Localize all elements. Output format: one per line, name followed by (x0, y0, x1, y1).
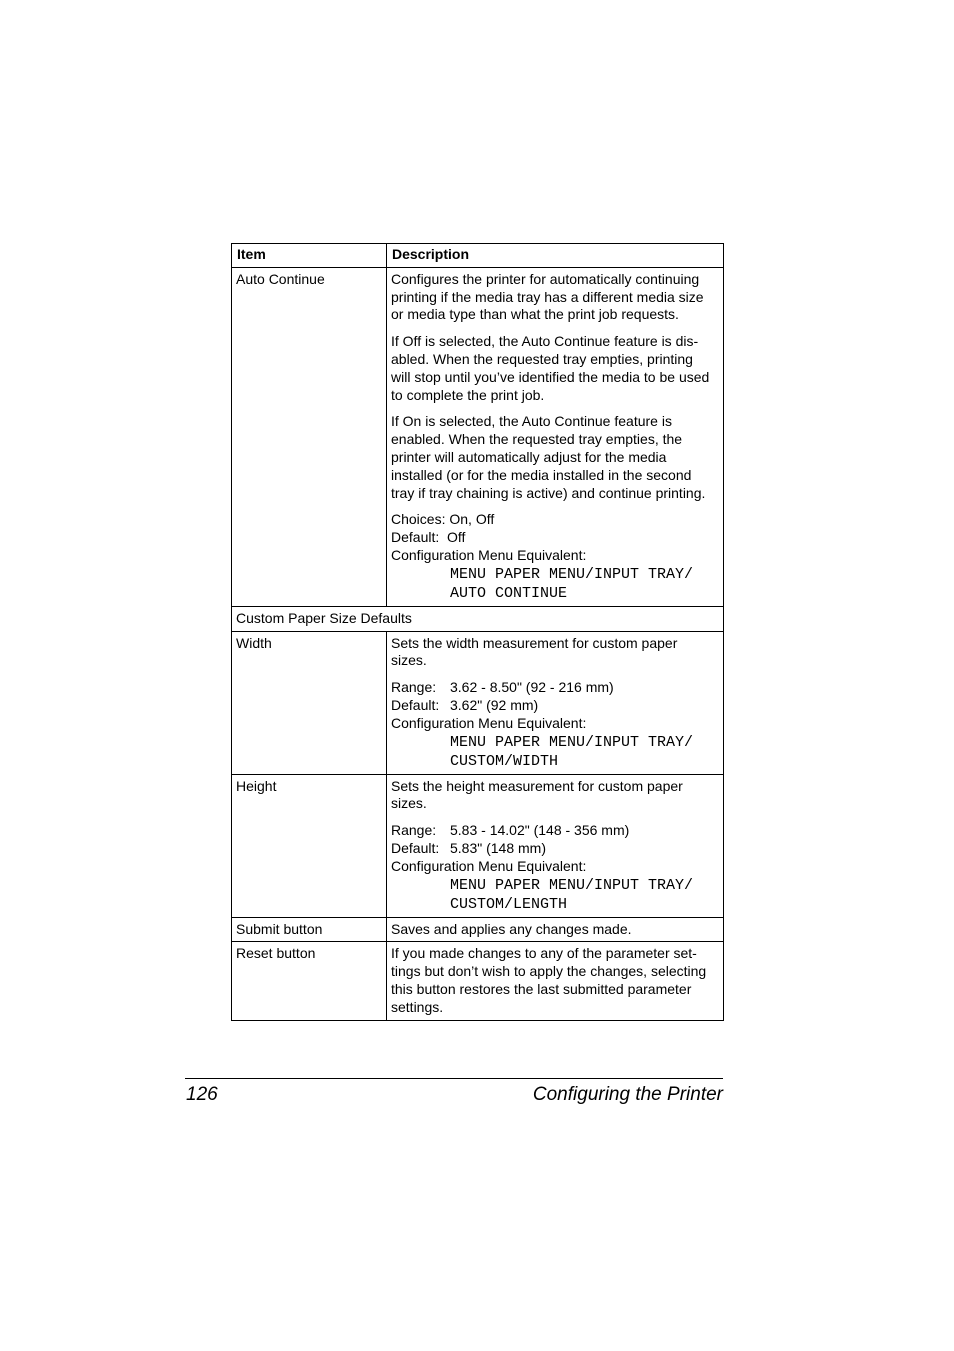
menu-path: CUSTOM/WIDTH (450, 752, 559, 770)
menu-path: MENU PAPER MENU/INPUT TRAY/ (450, 876, 694, 894)
range-line: Range: 3.62 - 8.50" (92 - 216 mm) (391, 679, 614, 696)
menu-path: MENU PAPER MENU/INPUT TRAY/ (450, 565, 694, 583)
section-row (232, 606, 724, 631)
item-height: Height (232, 774, 387, 917)
auto-continue-paragraph-1: Configures the printer for automatically continuing printing if the media tray has a different media size or media type than what the print job requests. (391, 270, 704, 323)
item-reset-button: Reset button (232, 942, 387, 1020)
header-description: Description (387, 244, 724, 268)
table-header-row (232, 244, 724, 268)
item-submit-button: Submit button (232, 917, 387, 942)
auto-continue-settings (391, 511, 719, 602)
auto-continue-paragraph-3: If On is selected, the Auto Continue feature is enabled. When the requested tray empties, the printer will automatically adjust for the media installed (or for the media installed in the second tray if tray chaining is active) and continue printing. (391, 413, 706, 501)
equivalent-label: Configuration Menu Equivalent: (391, 714, 587, 731)
menu-path: MENU PAPER MENU/INPUT TRAY/ (450, 733, 694, 751)
description-width: Sets the width measurement for custom paper sizes. Range: 3.62 - 8.50" (92 - 216 mm) Default: 3.62" (92 mm) Configuration Menu Equivalent: MENU PAPER MENU/INPUT TRAY/ CUSTOM/WIDTH (387, 631, 724, 774)
header-item: Item (232, 244, 387, 268)
range-line: Range: 5.83 - 14.02" (148 - 356 mm) (391, 822, 630, 839)
default-line: Default: 3.62" (92 mm) (391, 696, 539, 713)
auto-continue-paragraph-2: If Off is selected, the Auto Continue feature is dis- abled. When the requested tray empties, printing will stop until you’ve identified the media to be used to complete the print job. (391, 333, 710, 403)
section-custom-paper-size: Custom Paper Size Defaults (232, 606, 724, 631)
menu-path: AUTO CONTINUE (450, 584, 568, 602)
choices-text: Choices: On, Off (391, 511, 495, 528)
description-submit-button: Saves and applies any changes made. (387, 917, 724, 942)
section-title: Configuring the Printer (532, 1084, 723, 1105)
page-number: 126 (186, 1084, 218, 1105)
default-line: Default: Off (391, 529, 466, 546)
footer-divider (185, 1078, 723, 1079)
table-row (232, 267, 724, 606)
description-auto-continue (387, 267, 724, 606)
equivalent-label: Configuration Menu Equivalent: (391, 546, 587, 563)
table-row (232, 942, 724, 1020)
default-line: Default: 5.83" (148 mm) (391, 839, 547, 856)
settings-table (231, 243, 724, 1021)
table-row (232, 917, 724, 942)
description-reset-button: If you made changes to any of the parameter set- tings but don’t wish to apply the changes, selecting this button restores the last submitted parameter settings. (387, 942, 724, 1020)
description-height: Sets the height measurement for custom paper sizes. Range: 5.83 - 14.02" (148 - 356 mm) Default: 5.83" (148 mm) Configuration Menu Equivalent: MENU PAPER MENU/INPUT TRAY/ CUSTOM/LENGTH (387, 774, 724, 917)
equivalent-label: Configuration Menu Equivalent: (391, 857, 587, 874)
item-width: Width (232, 631, 387, 774)
table-row (232, 631, 724, 774)
table-row (232, 774, 724, 917)
menu-path: CUSTOM/LENGTH (450, 895, 568, 913)
item-auto-continue: Auto Continue (232, 267, 387, 606)
